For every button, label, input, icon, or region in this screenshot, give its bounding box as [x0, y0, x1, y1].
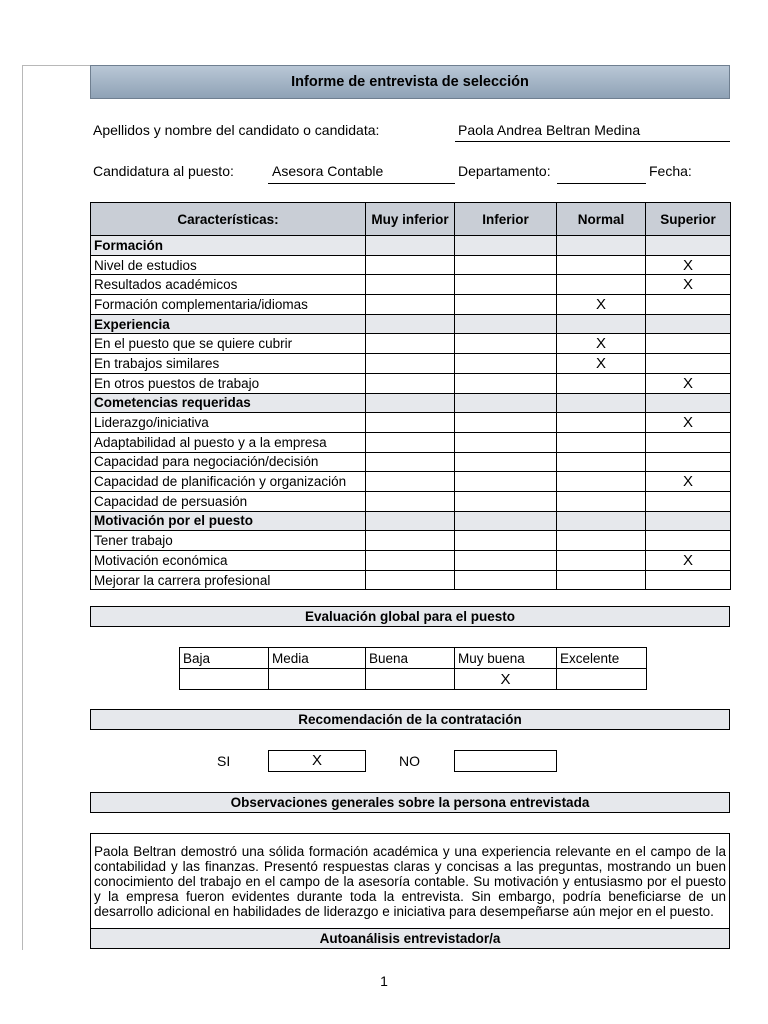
rating-cell-muy-inferior[interactable] [366, 295, 455, 315]
rating-cell-superior[interactable]: X [646, 255, 731, 275]
header-inferior: Inferior [455, 203, 557, 236]
header-characteristics: Características: [91, 203, 366, 236]
rating-cell-superior[interactable] [646, 334, 731, 354]
criterion-row [91, 255, 731, 275]
rating-cell-muy-inferior[interactable] [366, 373, 455, 393]
criterion-label: En trabajos similares [91, 354, 366, 374]
rating-cell-inferior [455, 236, 557, 256]
position-underline [268, 182, 455, 184]
rating-cell-muy-inferior [366, 236, 455, 256]
rating-cell-superior[interactable] [646, 295, 731, 315]
rating-cell-normal[interactable] [557, 531, 646, 551]
rating-cell-superior[interactable]: X [646, 275, 731, 295]
position-label: Candidatura al puesto: [93, 163, 234, 179]
rating-cell-inferior[interactable] [455, 472, 557, 492]
rating-cell-normal[interactable] [557, 472, 646, 492]
rating-cell-normal[interactable] [557, 570, 646, 590]
rating-cell-normal [557, 314, 646, 334]
rating-cell-inferior [455, 314, 557, 334]
candidate-name-label: Apellidos y nombre del candidato o candidata: [93, 122, 380, 138]
recommendation-no-label: NO [399, 753, 420, 769]
rating-cell-superior[interactable] [646, 570, 731, 590]
evaluation-table [90, 202, 731, 590]
rating-cell-muy-inferior[interactable] [366, 275, 455, 295]
rating-cell-muy-inferior[interactable] [366, 570, 455, 590]
department-label: Departamento: [458, 163, 551, 179]
criterion-label: Resultados académicos [91, 275, 366, 295]
rating-cell-muy-inferior[interactable] [366, 354, 455, 374]
scale-buena: Buena [366, 648, 455, 669]
criterion-row [91, 334, 731, 354]
rating-cell-inferior[interactable] [455, 531, 557, 551]
rating-cell-normal[interactable] [557, 432, 646, 452]
rating-cell-superior[interactable] [646, 531, 731, 551]
page-edge-left [22, 65, 23, 950]
scale-labels-row [180, 648, 647, 669]
rating-cell-inferior[interactable] [455, 255, 557, 275]
criterion-row [91, 531, 731, 551]
rating-cell-superior[interactable] [646, 452, 731, 472]
rating-cell-normal[interactable] [557, 373, 646, 393]
self-analysis-title: Autoanálisis entrevistador/a [90, 928, 730, 949]
recommendation-title: Recomendación de la contratación [90, 709, 730, 730]
rating-cell-normal[interactable] [557, 275, 646, 295]
section-row [91, 236, 731, 256]
rating-cell-superior [646, 511, 731, 531]
criterion-row [91, 491, 731, 511]
rating-cell-muy-inferior[interactable] [366, 432, 455, 452]
section-row [91, 314, 731, 334]
rating-cell-muy-inferior[interactable] [366, 491, 455, 511]
section-label: Experiencia [91, 314, 366, 334]
rating-cell-superior[interactable] [646, 491, 731, 511]
criterion-row [91, 413, 731, 433]
header-superior: Superior [646, 203, 731, 236]
rating-cell-inferior[interactable] [455, 413, 557, 433]
criterion-row [91, 275, 731, 295]
recommendation-no-box[interactable] [454, 750, 557, 772]
criterion-row [91, 551, 731, 571]
rating-cell-inferior[interactable] [455, 452, 557, 472]
rating-cell-normal[interactable]: X [557, 334, 646, 354]
criterion-label: En otros puestos de trabajo [91, 373, 366, 393]
rating-cell-inferior[interactable] [455, 334, 557, 354]
rating-cell-inferior [455, 511, 557, 531]
global-scale-table [179, 647, 647, 690]
page-edge-top [22, 65, 90, 66]
scale-muy-buena: Muy buena [455, 648, 557, 669]
rating-cell-normal[interactable] [557, 491, 646, 511]
section-label: Formación [91, 236, 366, 256]
scale-excelente: Excelente [557, 648, 647, 669]
section-row [91, 393, 731, 413]
rating-cell-inferior[interactable] [455, 491, 557, 511]
date-label: Fecha: [649, 163, 692, 179]
criterion-label: Liderazgo/iniciativa [91, 413, 366, 433]
rating-cell-muy-inferior[interactable] [366, 452, 455, 472]
rating-cell-muy-inferior[interactable] [366, 531, 455, 551]
rating-cell-superior [646, 314, 731, 334]
criterion-row [91, 432, 731, 452]
rating-cell-inferior[interactable] [455, 551, 557, 571]
criterion-label: Capacidad de planificación y organización [91, 472, 366, 492]
header-muy-inferior: Muy inferior [366, 203, 455, 236]
rating-cell-inferior[interactable] [455, 432, 557, 452]
rating-cell-normal[interactable] [557, 413, 646, 433]
criterion-label: Motivación económica [91, 551, 366, 571]
criterion-label: Formación complementaria/idiomas [91, 295, 366, 315]
scale-mark-muy-buena[interactable]: X [455, 669, 557, 690]
rating-cell-superior[interactable]: X [646, 413, 731, 433]
rating-cell-muy-inferior[interactable] [366, 255, 455, 275]
rating-cell-muy-inferior[interactable] [366, 472, 455, 492]
rating-cell-inferior[interactable] [455, 373, 557, 393]
criterion-row [91, 354, 731, 374]
rating-cell-superior[interactable] [646, 432, 731, 452]
page-number: 1 [380, 973, 388, 989]
candidate-name-underline [455, 140, 730, 142]
rating-cell-normal[interactable] [557, 255, 646, 275]
rating-cell-superior [646, 393, 731, 413]
criterion-label: Adaptabilidad al puesto y a la empresa [91, 432, 366, 452]
global-evaluation-title: Evaluación global para el puesto [90, 606, 730, 627]
criterion-row [91, 452, 731, 472]
rating-cell-muy-inferior [366, 393, 455, 413]
criterion-label: Tener trabajo [91, 531, 366, 551]
rating-cell-normal[interactable]: X [557, 354, 646, 374]
criterion-row [91, 472, 731, 492]
rating-cell-normal[interactable] [557, 452, 646, 472]
rating-cell-muy-inferior[interactable] [366, 334, 455, 354]
evaluation-header-row [91, 203, 731, 236]
criterion-row [91, 295, 731, 315]
rating-cell-muy-inferior [366, 511, 455, 531]
scale-marks-row [180, 669, 647, 690]
rating-cell-superior[interactable] [646, 354, 731, 374]
criterion-label: En el puesto que se quiere cubrir [91, 334, 366, 354]
observations-title: Observaciones generales sobre la persona entrevistada [90, 792, 730, 813]
department-underline [557, 182, 646, 184]
rating-cell-muy-inferior[interactable] [366, 551, 455, 571]
rating-cell-superior[interactable]: X [646, 551, 731, 571]
observations-text[interactable]: Paola Beltran demostró una sólida formación académica y una experiencia relevante en el campo de la contabilidad y las finanzas. Presentó respuestas claras y concisas a las preguntas, mostrando un buen conocimiento del trabajo en el campo de la asesoría contable. Su motivación y entusiasmo por el puesto y la empresa fueron evidentes durante toda la entrevista. Sin embargo, podría beneficiarse de un desarrollo adicional en habilidades de liderazgo e iniciativa para desempeñarse aún mejor en el puesto. [90, 833, 730, 929]
candidate-name-value[interactable]: Paola Andrea Beltran Medina [458, 122, 641, 138]
scale-mark-media[interactable] [269, 669, 366, 690]
position-value[interactable]: Asesora Contable [272, 163, 384, 179]
rating-cell-normal [557, 393, 646, 413]
scale-media: Media [269, 648, 366, 669]
rating-cell-normal[interactable]: X [557, 295, 646, 315]
recommendation-si-box[interactable]: X [268, 750, 366, 772]
section-row [91, 511, 731, 531]
criterion-label: Nivel de estudios [91, 255, 366, 275]
rating-cell-muy-inferior[interactable] [366, 413, 455, 433]
criterion-label: Capacidad para negociación/decisión [91, 452, 366, 472]
scale-baja: Baja [180, 648, 269, 669]
rating-cell-superior [646, 236, 731, 256]
criterion-label: Mejorar la carrera profesional [91, 570, 366, 590]
rating-cell-superior[interactable]: X [646, 373, 731, 393]
rating-cell-inferior[interactable] [455, 354, 557, 374]
rating-cell-inferior [455, 393, 557, 413]
rating-cell-normal[interactable] [557, 551, 646, 571]
rating-cell-normal [557, 511, 646, 531]
scale-mark-baja[interactable] [180, 669, 269, 690]
recommendation-si-label: SI [217, 753, 231, 769]
scale-mark-excelente[interactable] [557, 669, 647, 690]
section-label: Motivación por el puesto [91, 511, 366, 531]
criterion-row [91, 373, 731, 393]
criterion-label: Capacidad de persuasión [91, 491, 366, 511]
section-label: Cometencias requeridas [91, 393, 366, 413]
rating-cell-inferior[interactable] [455, 570, 557, 590]
rating-cell-superior[interactable]: X [646, 472, 731, 492]
scale-mark-buena[interactable] [366, 669, 455, 690]
rating-cell-normal [557, 236, 646, 256]
header-normal: Normal [557, 203, 646, 236]
rating-cell-inferior[interactable] [455, 295, 557, 315]
rating-cell-inferior[interactable] [455, 275, 557, 295]
report-title: Informe de entrevista de selección [90, 65, 730, 99]
criterion-row [91, 570, 731, 590]
rating-cell-muy-inferior [366, 314, 455, 334]
